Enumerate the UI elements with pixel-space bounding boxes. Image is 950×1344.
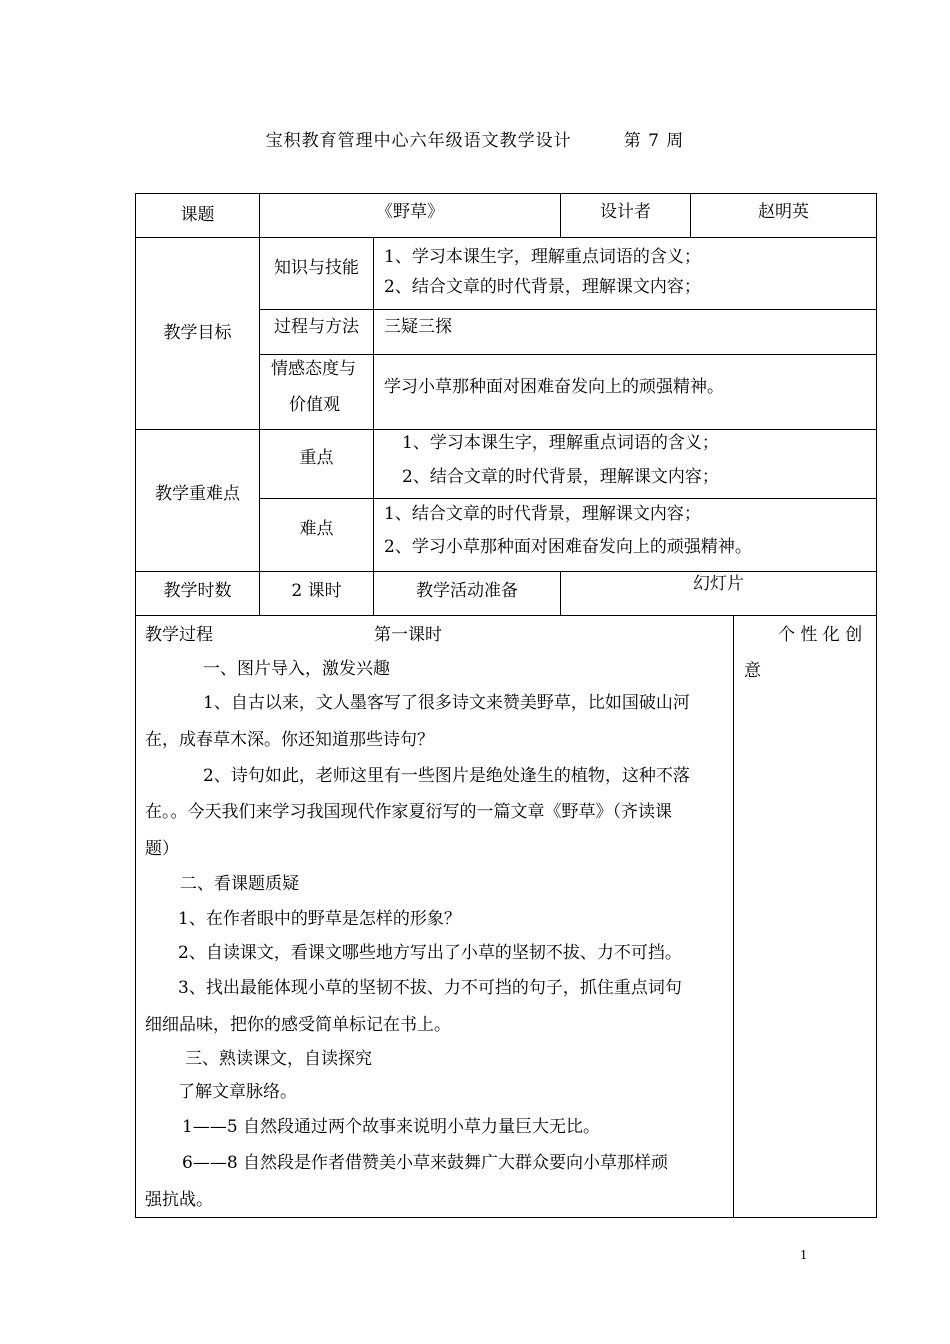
prep-value: 幻灯片 — [693, 574, 744, 595]
focus-label: 重点 — [299, 448, 334, 469]
row-divider — [135, 615, 877, 616]
focus-item: 2、结合文章的时代背景，理解课文内容； — [402, 467, 719, 487]
process-line: 3、找出最能体现小草的坚韧不拔、力不可挡的句子，抓住重点词句 — [178, 978, 682, 998]
process-heading: 教学过程 — [145, 625, 213, 645]
difficulty-item: 1、结合文章的时代背景，理解课文内容； — [384, 504, 701, 524]
knowledge-item: 1、学习本课生字，理解重点词语的含义； — [384, 247, 701, 267]
emotion-label-line1: 情感态度与 — [271, 359, 356, 379]
col-divider — [733, 615, 734, 1218]
difficulty-item: 2、学习小草那种面对困难奋发向上的顽强精神。 — [384, 537, 752, 557]
process-line: 三、熟读课文，自读探究 — [185, 1049, 372, 1069]
process-line: 2、诗句如此，老师这里有一些图片是绝处逢生的植物，这种不落 — [203, 766, 690, 786]
topic-label: 课题 — [180, 204, 215, 225]
creative-heading: 个 性 化 创 — [778, 625, 863, 645]
process-line: 在，成春草木深。你还知道那些诗句？ — [145, 730, 434, 750]
process-line: 细细品味，把你的感受简单标记在书上。 — [145, 1015, 451, 1035]
process-line: 了解文章脉络。 — [178, 1082, 297, 1102]
document-title: 宝积教育管理中心六年级语文教学设计 — [265, 131, 572, 151]
knowledge-label: 知识与技能 — [274, 258, 359, 279]
col-divider — [373, 237, 374, 615]
process-line: 1、在作者眼中的野草是怎样的形象？ — [178, 909, 461, 929]
keypoints-label: 教学重难点 — [155, 484, 240, 505]
process-line: 强抗战。 — [145, 1190, 213, 1210]
page-number: 1 — [800, 1248, 807, 1263]
hours-label: 教学时数 — [163, 581, 232, 602]
process-line: 二、看课题质疑 — [180, 874, 299, 894]
process-line: 一、图片导入，激发兴趣 — [203, 659, 390, 679]
creative-heading-line2: 意 — [744, 661, 761, 681]
lesson-label: 第一课时 — [374, 625, 442, 645]
prep-label: 教学活动准备 — [416, 581, 518, 602]
emotion-value: 学习小草那种面对困难奋发向上的顽强精神。 — [384, 377, 724, 397]
process-method-value: 三疑三探 — [384, 317, 452, 337]
emotion-label-line2: 价值观 — [289, 395, 340, 415]
process-line: 6——8 自然段是作者借赞美小草来鼓舞广大群众要向小草那样顽 — [182, 1153, 669, 1173]
designer-value: 赵明英 — [758, 202, 809, 223]
week-label: 第 7 周 — [623, 131, 685, 151]
designer-label: 设计者 — [600, 202, 651, 223]
process-line: 在。。今天我们来学习我国现代作家夏衍写的一篇文章《野草》（齐读课 — [145, 802, 672, 822]
document-header — [0, 126, 950, 151]
process-line: 1、自古以来，文人墨客写了很多诗文来赞美野草，比如国破山河 — [203, 693, 690, 713]
process-line: 题） — [145, 839, 179, 859]
focus-item: 1、学习本课生字，理解重点词语的含义； — [402, 433, 719, 453]
knowledge-item: 2、结合文章的时代背景，理解课文内容； — [384, 277, 701, 297]
hours-value: 2 课时 — [291, 581, 342, 602]
process-method-label: 过程与方法 — [274, 317, 359, 338]
process-line: 1——5 自然段通过两个故事来说明小草力量巨大无比。 — [182, 1117, 601, 1137]
topic-value: 《野草》 — [376, 202, 444, 223]
difficulty-label: 难点 — [299, 519, 334, 540]
process-line: 2、自读课文，看课文哪些地方写出了小草的坚韧不拔、力不可挡。 — [178, 943, 682, 963]
goals-label: 教学目标 — [163, 322, 232, 343]
